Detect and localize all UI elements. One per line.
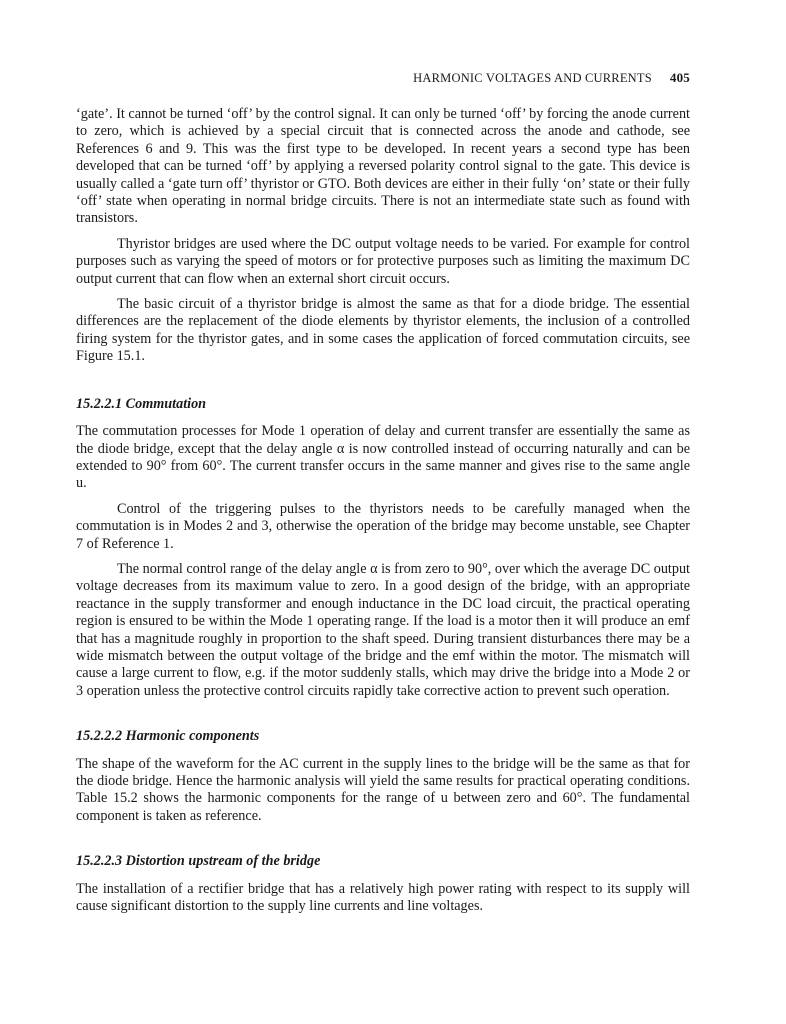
section-heading-harmonic-components: 15.2.2.2 Harmonic components	[76, 728, 260, 745]
paragraph: The shape of the waveform for the AC current in the supply lines to the bridge will be the same as that for the diode bridge. Hence the harmonic analysis will yield the same results for practical operating conditions. Table 15.2 shows the harmonic components for the range of u between zero and 60°. The fundamental component is taken as reference.	[76, 755, 690, 824]
paragraph: The installation of a rectifier bridge that has a relatively high power rating with respect to its supply will cause significant distortion to the supply line currents and line voltages.	[76, 880, 690, 915]
running-title: HARMONIC VOLTAGES AND CURRENTS	[413, 71, 652, 85]
section-heading-distortion: 15.2.2.3 Distortion upstream of the bridge	[76, 853, 321, 870]
paragraph: Thyristor bridges are used where the DC output voltage needs to be varied. For example for control purposes such as varying the speed of motors or for protective purposes such as limiting the maximum DC output current that can flow when an external short circuit occurs.	[76, 235, 690, 287]
section-heading-commutation: 15.2.2.1 Commutation	[76, 395, 207, 412]
paragraph: The basic circuit of a thyristor bridge is almost the same as that for a diode bridge. The essential differences are the replacement of the diode elements by thyristor elements, the inclusion of a controlled firing system for the thyristor gates, and in some cases the application of forced commutation circuits, see Figure 15.1.	[76, 296, 690, 365]
paragraph: ‘gate’. It cannot be turned ‘off’ by the control signal. It can only be turned ‘off’ by forcing the anode current to zero, which is achieved by a special circuit that is connected across the anode and cathode, see References 6 and 9. This was the first type to be developed. In recent years a second type has been developed that can be turned ‘off’ by applying a reversed polarity control signal to the gate. This device is usually called a ‘gate turn off’ thyristor or GTO. Both devices are either in their fully ‘on’ state or their fully ‘off’ state when operating in normal bridge circuits. There is not an intermediate state such as found with transistors.	[76, 106, 690, 227]
page-number: 405	[669, 70, 690, 85]
paragraph: The normal control range of the delay angle α is from zero to 90°, over which the average DC output voltage decreases from its maximum value to zero. In a good design of the bridge, with an appropriate reactance in the supply transformer and enough inductance in the DC load circuit, the practical operating region is ensured to be within the Mode 1 operating range. If the load is a motor then it will produce an emf that has a magnitude roughly in proportion to the shaft speed. During transient disturbances there may be a wide mismatch between the output voltage of the bridge and the emf within the motor. The mismatch will cause a large current to flow, e.g. if the motor suddenly stalls, which may drive the bridge into a Mode 2 or 3 operation unless the protective control circuits rapidly take corrective action to prevent such operation.	[76, 560, 690, 699]
body-text	[76, 106, 690, 923]
paragraph: Control of the triggering pulses to the thyristors needs to be carefully managed when the commutation is in Modes 2 and 3, otherwise the operation of the bridge may become unstable, see Chapter 7 of Reference 1.	[76, 500, 690, 552]
running-header	[76, 70, 690, 86]
paragraph: The commutation processes for Mode 1 operation of delay and current transfer are essentially the same as the diode bridge, except that the delay angle α is now controlled instead of occurring naturally and can be extended to 90° from 60°. The current transfer occurs in the same manner and gives rise to the same angle u.	[76, 423, 690, 492]
